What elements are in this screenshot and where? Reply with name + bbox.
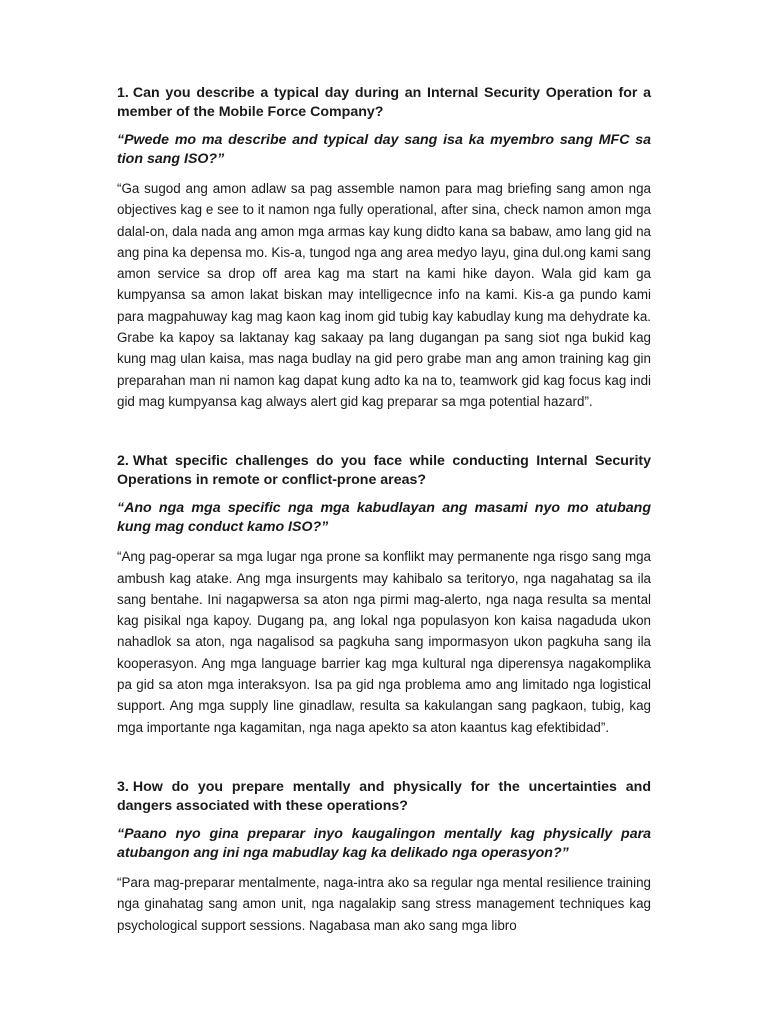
question-text: Can you describe a typical day during an Internal Security Operation for a member of the Mobile Force Company? bbox=[117, 85, 651, 120]
qa-section-2 bbox=[117, 452, 651, 738]
question-text: What specific challenges do you face while conducting Internal Security Operations in remote or conflict-prone areas? bbox=[117, 453, 651, 489]
question-3 bbox=[117, 778, 651, 816]
answer-3: “Para mag-preparar mentalmente, naga-intra ako sa regular nga mental resilience training nga ginahatag sang amon unit, nga nagalakip sang stress management techniques kag psychological support sessions. Nagabasa man ako sang mga libro bbox=[117, 874, 651, 933]
question-number: 3. bbox=[117, 778, 129, 795]
question-number: 2. bbox=[117, 453, 129, 470]
question-translation-3: “Paano nyo gina preparar inyo kaugalingon mentally kag physically para atubangon ang ini nga mabudlay kag ka delikado nga operasyon?” bbox=[117, 825, 651, 861]
question-number: 1. bbox=[117, 85, 129, 101]
question-1 bbox=[117, 84, 651, 122]
answer-2: “Ang pag-operar sa mga lugar nga prone sa konflikt may permanente nga risgo sang mga ambush kag atake. Ang mga insurgents may kahibalo sa teritoryo, nga nagahatag sa ila sang bentahe. Ini nagapwersa sa aton nga pirmi mag-alerto, nga naga resulta sa mental kag pisikal nga kapoy. Dugang pa, ang lokal nga populasyon kon kaisa nagaduda ukon nahadlok sa aton, nga nagalisod sa pagkuha sang impormasyon ukon pagkuha sang ila kooperasyon. Ang mga language barrier kag mga kultural nga diperensya nagakomplika pa gid sa aton mga interaksyon. Isa pa gid nga problema amo ang limitado nga logistical support. Ang mga supply line ginadlaw, resulta sa kakulangan sang pagkaon, tubig, kag mga importante nga kagamitan, nga naga apekto sa aton kaantus kag efektibidad”. bbox=[117, 549, 651, 735]
qa-section-1 bbox=[117, 84, 651, 412]
document-page bbox=[117, 84, 651, 936]
question-translation-2: “Ano nga mga specific nga mga kabudlayan ang masami nyo mo atubang kung mag conduct kamo ISO?” bbox=[117, 500, 651, 536]
question-text: How do you prepare mentally and physically for the uncertainties and dangers associated with these operations? bbox=[117, 778, 651, 814]
question-2 bbox=[117, 452, 651, 490]
qa-section-3 bbox=[117, 778, 651, 936]
section-spacer bbox=[117, 412, 651, 452]
answer-1: “Ga sugod ang amon adlaw sa pag assemble namon para mag briefing sang amon nga objectives kag e see to it namon nga fully operational, after sina, check namon amon mga dalal-on, dala nada ang amon mga armas kay kung didto kana sa babaw, amo lang gid na ang pina ka depensa mo. Kis-a, tungod nga ang area medyo layu, gina dul.ong kami sang amon service sa drop off area kag ma start na kami hike dayon. Wala gid kam ga kumpyansa sa amon lakat biskan may intelligecnce info na kami. Kis-a ga pundo kami para magpahuway kag mag kaon kag inom gid tubig kay kabudlay kung ma dehydrate ka. Grabe ka kapoy sa laktanay kag sakaay pa lang dugangan pa sang siot nga bukid kag kung mag ulan kaisa, mas naga budlay na gid pero grabe man ang amon training kag gin preparahan man ni namon kag dapat kung adto ka na to, teamwork gid kag focus kag indi gid mag kumpyansa kag always alert gid kag preparar sa mga potential hazard”. bbox=[117, 181, 651, 409]
question-translation-1: “Pwede mo ma describe and typical day sang isa ka myembro sang MFC sa tion sang ISO?” bbox=[117, 132, 651, 167]
section-spacer bbox=[117, 738, 651, 778]
